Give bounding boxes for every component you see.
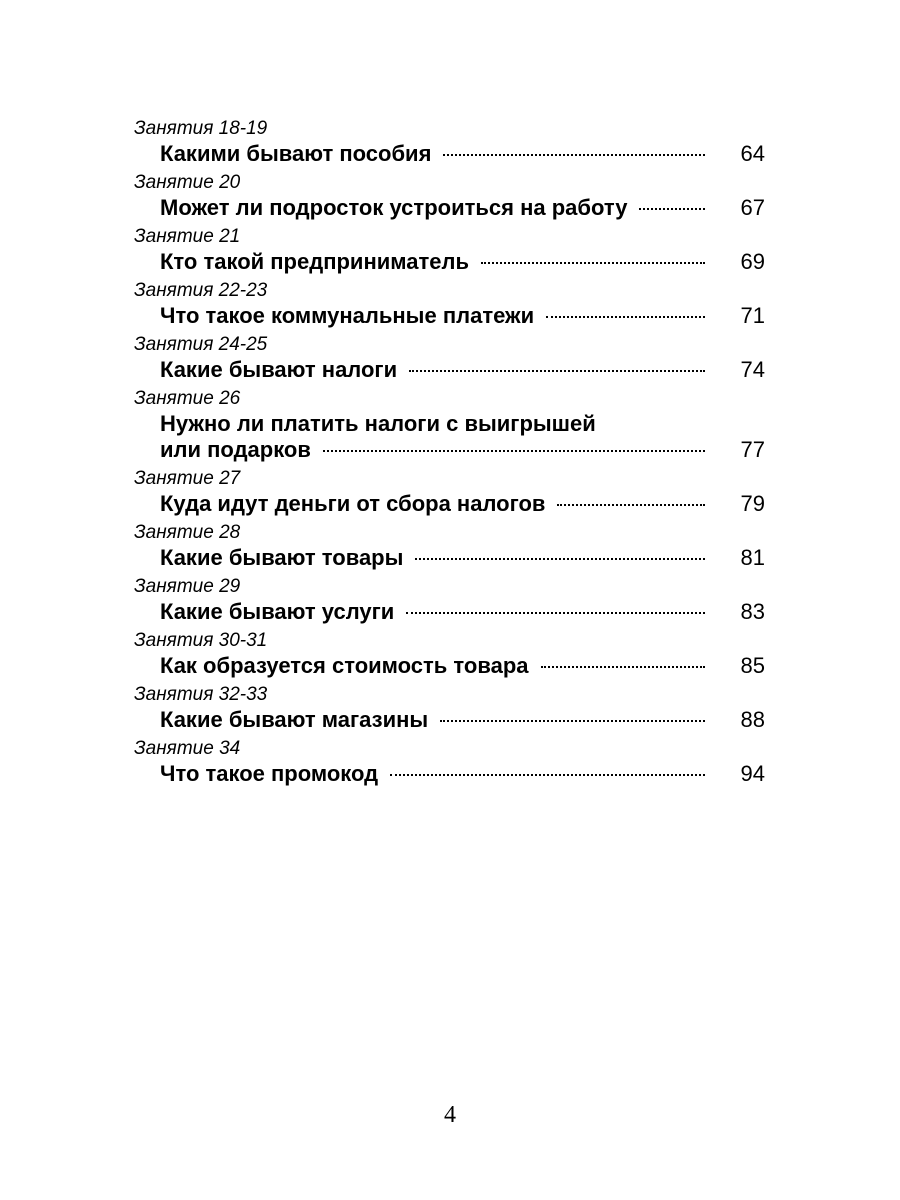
entry-page-number: 71 <box>740 303 765 328</box>
entry-page-number: 85 <box>740 653 765 678</box>
entry-title: Какими бывают пособия <box>160 141 432 166</box>
entry-title: Кто такой предприниматель <box>160 249 469 274</box>
entry-page-number: 74 <box>740 357 765 382</box>
lesson-label: Занятия 24-25 <box>134 334 268 355</box>
entry-title: Какие бывают услуги <box>160 599 395 624</box>
entry-title: Какие бывают товары <box>160 545 404 570</box>
dot-leader <box>639 208 705 210</box>
toc-entry[interactable] <box>160 706 705 734</box>
toc-entry[interactable] <box>160 490 705 518</box>
entry-page-number: 83 <box>740 599 765 624</box>
entry-title: Куда идут деньги от сбора налогов <box>160 491 546 516</box>
entry-title: Может ли подросток устроиться на работу <box>160 195 628 220</box>
toc-entry[interactable] <box>160 248 705 276</box>
entry-page-number: 77 <box>740 437 765 462</box>
entry-page-number: 79 <box>740 491 765 516</box>
dot-leader <box>541 666 706 668</box>
toc-entry[interactable] <box>160 436 705 464</box>
entry-page-number: 64 <box>740 141 765 166</box>
lesson-label: Занятия 18-19 <box>134 118 268 139</box>
entry-title: Какие бывают налоги <box>160 357 398 382</box>
dot-leader <box>443 154 705 156</box>
lesson-label: Занятие 21 <box>134 226 241 247</box>
entry-page-number: 94 <box>740 761 765 786</box>
dot-leader <box>415 558 705 560</box>
lesson-label: Занятия 22-23 <box>134 280 268 301</box>
toc-entry[interactable] <box>160 652 705 680</box>
dot-leader <box>546 316 705 318</box>
dot-leader <box>406 612 705 614</box>
dot-leader <box>409 370 705 372</box>
dot-leader <box>390 774 705 776</box>
entry-title-first-line[interactable]: Нужно ли платить налоги с выигрышей <box>160 411 596 436</box>
toc-entry[interactable] <box>160 302 705 330</box>
toc-entry[interactable] <box>160 544 705 572</box>
entry-title: Что такое коммунальные платежи <box>160 303 535 328</box>
entry-title: или подарков <box>160 437 311 462</box>
dot-leader <box>323 450 705 452</box>
lesson-label: Занятие 20 <box>134 172 241 193</box>
lesson-label: Занятие 27 <box>134 468 241 489</box>
lesson-label: Занятия 30-31 <box>134 630 268 651</box>
entry-page-number: 88 <box>740 707 765 732</box>
entry-title: Что такое промокод <box>160 761 379 786</box>
lesson-label: Занятие 29 <box>134 576 241 597</box>
toc-entry[interactable] <box>160 140 705 168</box>
toc-entry[interactable] <box>160 194 705 222</box>
entry-page-number: 81 <box>740 545 765 570</box>
entry-page-number: 67 <box>740 195 765 220</box>
entry-page-number: 69 <box>740 249 765 274</box>
lesson-label: Занятие 28 <box>134 522 241 543</box>
dot-leader <box>440 720 705 722</box>
lesson-label: Занятия 32-33 <box>134 684 268 705</box>
toc-entry[interactable] <box>160 760 705 788</box>
lesson-label: Занятие 34 <box>134 738 241 759</box>
page-number: 4 <box>444 1102 456 1128</box>
entry-title: Как образуется стоимость товара <box>160 653 529 678</box>
toc-entry[interactable] <box>160 598 705 626</box>
dot-leader <box>481 262 705 264</box>
dot-leader <box>557 504 705 506</box>
toc-entry[interactable] <box>160 356 705 384</box>
entry-title: Какие бывают магазины <box>160 707 429 732</box>
lesson-label: Занятие 26 <box>134 388 241 409</box>
